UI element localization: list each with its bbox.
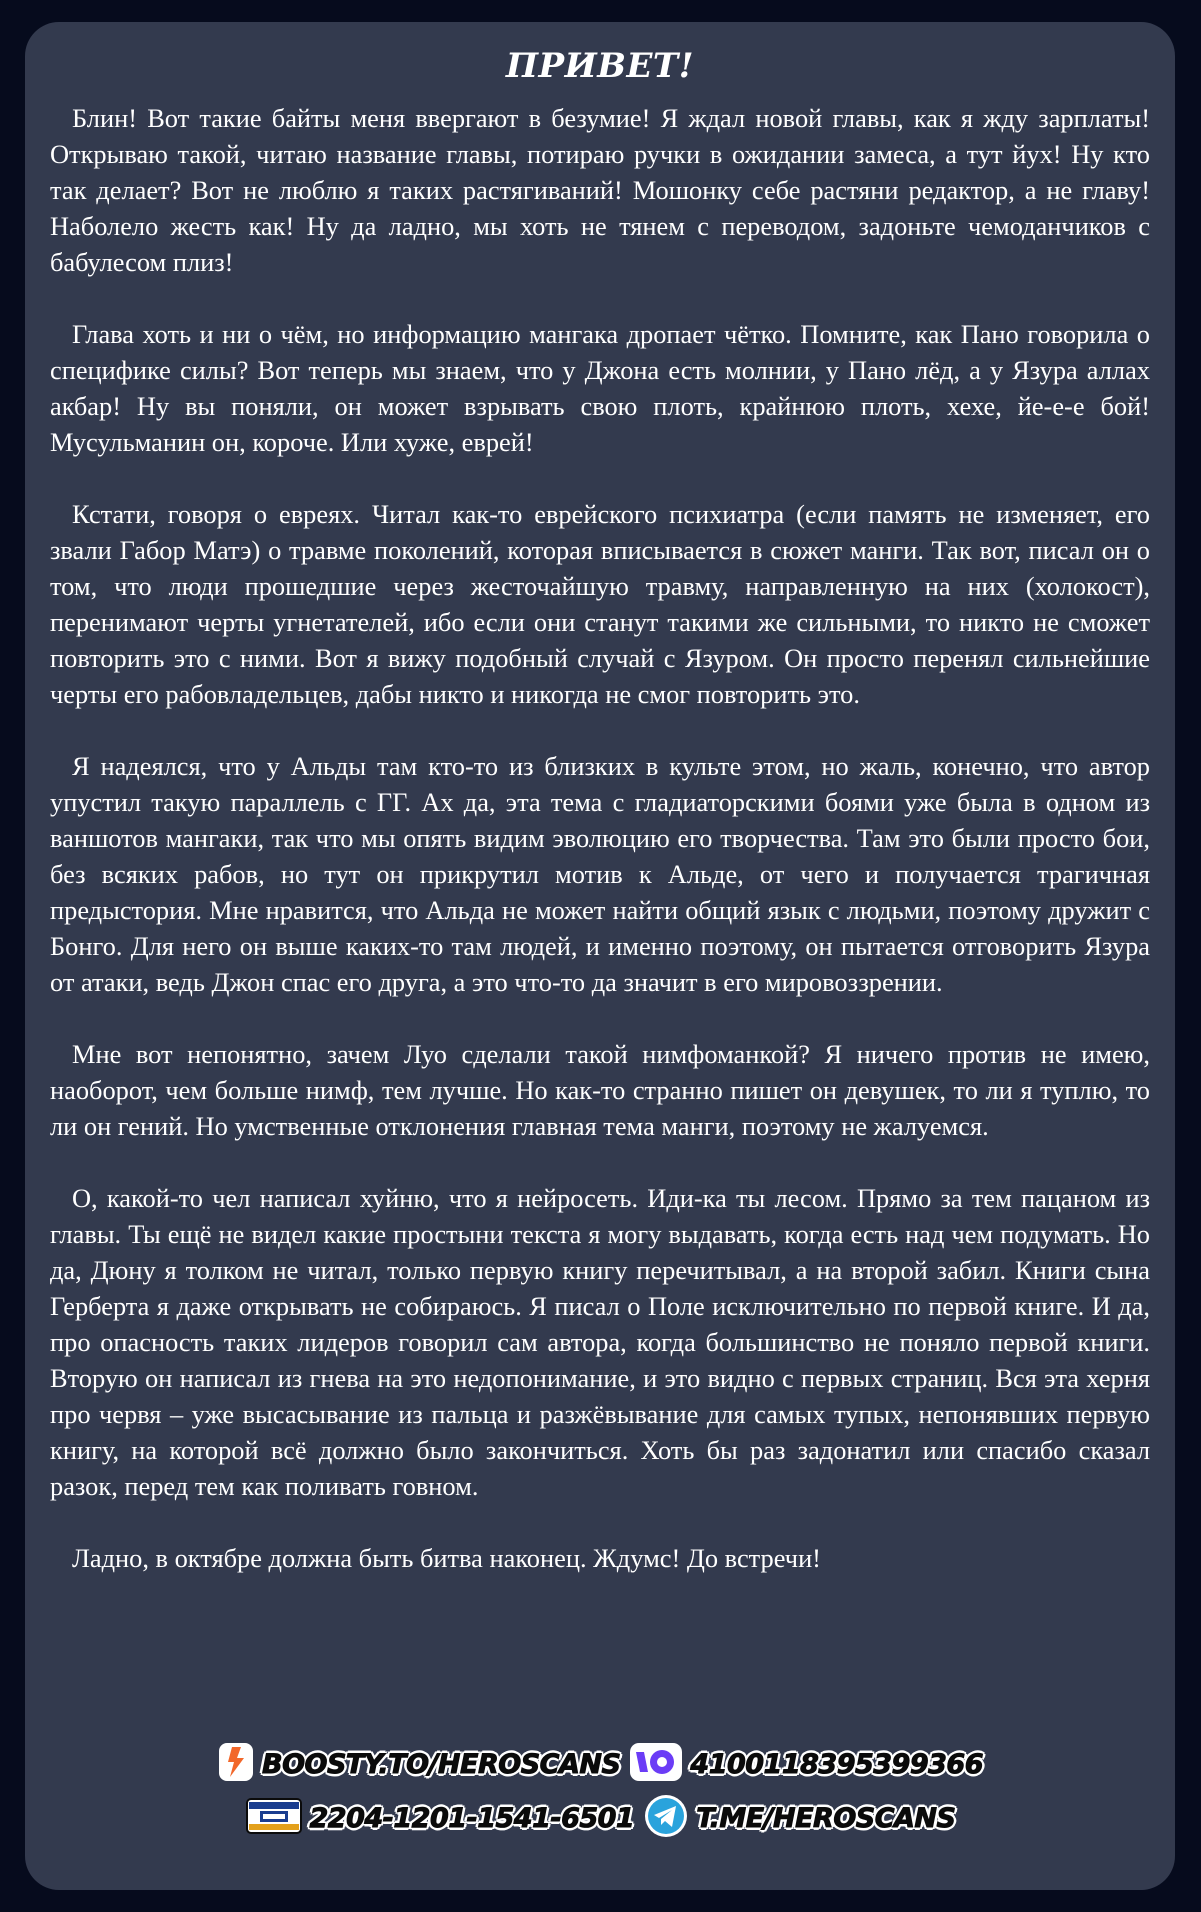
- paragraph-1: Блин! Вот такие байты меня ввергают в безумие! Я ждал новой главы, как я жду зарплаты! Открываю такой, читаю название главы, потираю ручки в ожидании замеса, а тут йух! Ну кто так делает? Вот не люблю я таких растягиваний! Мошонку себе растяни редактор, а не главу! Наболело жесть как! Ну да ладно, мы хоть не тянем с переводом, задоньте чемоданчиков с бабулесом плиз!: [50, 103, 1150, 277]
- paragraph-3: Кстати, говоря о евреях. Читал как-то еврейского психиатра (если память не изменяет, его звали Габор Матэ) о травме поколений, которая вписывается в сюжет манги. Так вот, писал он о том, что люди прошедшие через жесточайшую травму, направленную на них (холокост), перенимают черты угнетателей, ибо если они станут такими же сильными, то никто не сможет повторить это с ними. Вот я вижу подобный случай с Язуром. Он просто перенял сильнейшие черты его рабовладельцев, дабы никто и никогда не смог повторить это.: [50, 499, 1150, 709]
- yoomoney-link-text: 4100118395399366: [690, 1748, 983, 1780]
- telegram-icon: [644, 1794, 688, 1842]
- article-body: [50, 100, 1150, 1576]
- yoomoney-link[interactable]: [630, 1743, 983, 1785]
- boosty-icon: [218, 1742, 254, 1786]
- paragraph-7: Ладно, в октябре должна быть битва наконец. Ждумс! До встречи!: [72, 1543, 821, 1573]
- paragraph-2: Глава хоть и ни о чём, но информацию мангака дропает чётко. Помните, как Пано говорила о специфике силы? Вот теперь мы знаем, что у Джона есть молнии, у Пано лёд, а у Язура аллах акбар! Ну вы поняли, он может взрывать свою плоть, крайнюю плоть, хехе, йе-е-е бой! Мусульманин он, короче. Или хуже, еврей!: [50, 319, 1150, 457]
- page-title: ПРИВЕТ!: [505, 46, 695, 86]
- content-card: [25, 22, 1175, 1890]
- boosty-link[interactable]: [218, 1742, 620, 1786]
- boosty-link-text: BOOSTY.TO/HEROSCANS: [262, 1748, 621, 1780]
- telegram-link[interactable]: [644, 1794, 955, 1842]
- support-links-row-1: [218, 1742, 983, 1786]
- card-link[interactable]: [246, 1798, 635, 1838]
- yoomoney-icon: [630, 1743, 682, 1785]
- telegram-link-text: T.ME/HEROSCANS: [696, 1802, 956, 1834]
- support-links: [0, 1742, 1201, 1842]
- support-links-row-2: [246, 1794, 956, 1842]
- paragraph-5: Мне вот непонятно, зачем Луо сделали такой нимфоманкой? Я ничего против не имею, наоборот, чем больше нимф, тем лучше. Но как-то странно пишет он девушек, то ли я туплю, то ли он гений. Но умственные отклонения главная тема манги, поэтому не жалуемся.: [50, 1039, 1150, 1141]
- visa-card-icon: [246, 1798, 302, 1838]
- paragraph-4: Я надеялся, что у Альды там кто-то из близких в культе этом, но жаль, конечно, что автор упустил такую параллель с ГГ. Ах да, эта тема с гладиаторскими боями уже была в одном из ваншотов мангаки, так что мы опять видим эволюцию его творчества. Там это были просто бои, без всяких рабов, но тут он прикрутил мотив к Альде, от чего и получается трагичная предыстория. Мне нравится, что Альда не может найти общий язык с людьми, поэтому дружит с Бонго. Для него он выше каких-то там людей, и именно поэтому, он пытается отговорить Язура от атаки, ведь Джон спас его друга, а это что-то да значит в его мировоззрении.: [50, 751, 1150, 997]
- card-number-text: 2204-1201-1541-6501: [309, 1802, 635, 1834]
- paragraph-6: О, какой-то чел написал хуйню, что я нейросеть. Иди-ка ты лесом. Прямо за тем пацаном из главы. Ты ещё не видел какие простыни текста я могу выдавать, когда есть над чем подумать. Но да, Дюну я толком не читал, только первую книгу перечитывал, а на второй забил. Книги сына Герберта я даже открывать не собираюсь. Я писал о Поле исключительно по первой книге. И да, про опасность таких лидеров говорил сам автора, когда большинство не поняло первой книги. Вторую он написал из гнева на это недопонимание, и это видно с первых страниц. Вся эта херня про червя – уже высасывание из пальца и разжёвывание для самых тупых, непонявших первую книгу, на которой всё должно было закончиться. Хоть бы раз задонатил или спасибо сказал разок, перед тем как поливать говном.: [50, 1183, 1150, 1501]
